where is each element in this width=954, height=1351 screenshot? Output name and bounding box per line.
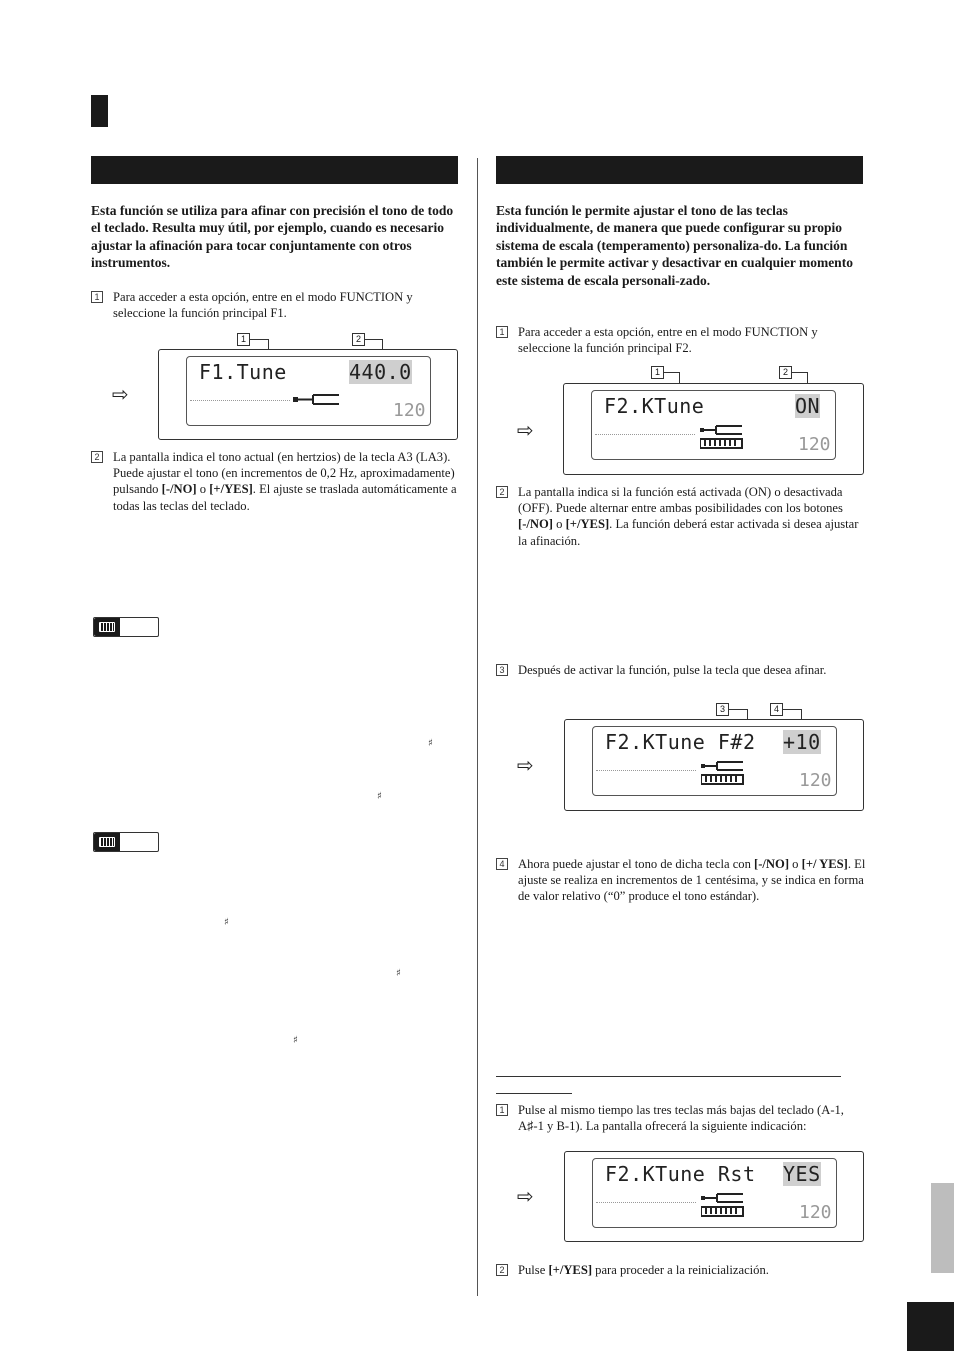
lcd3-callout-3: 3 [716, 703, 729, 716]
reset-section-rule [496, 1076, 841, 1077]
lcd3-value: +10 [783, 730, 821, 754]
right-step2-text: La pantalla indica si la función está activada (ON) o desactivada (OFF). Puede alternar entre ambas posibilidades con los botones [-/NO] o [+/YES]. La función deberá estar activada si desea ajustar la afinación. [518, 485, 859, 548]
right-step2-number: 2 [496, 486, 508, 498]
page-corner-marker [91, 95, 108, 127]
lcd3-leader-3-h [729, 709, 748, 710]
lcd1-tuning-fork-icon [293, 393, 343, 407]
side-tab [931, 1183, 954, 1273]
lcd4-tuning-fork-icon [701, 1193, 745, 1219]
sharp-glyph-3: ♯ [224, 917, 229, 928]
lcd4-screen [592, 1158, 837, 1228]
lcd2-leader-2-h [792, 372, 808, 373]
right-section-header-bar [496, 156, 863, 184]
lcd3-pointer-arrow-icon: ⇨ [517, 753, 534, 777]
yes-button-ref: [+/YES] [548, 1263, 593, 1277]
lcd4-value: YES [783, 1162, 821, 1186]
right-intro: Esta función le permite ajustar el tono de las teclas individualmente, de manera que puede configurar su propio sistema de escala (temperamento) personaliza-do. La función también le permite activar y desactivar en cualquier momento este sistema de escala personali-zado. [496, 203, 853, 288]
sharp-glyph-4: ♯ [396, 968, 401, 979]
left-step1-number: 1 [91, 291, 103, 303]
yes-button-ref: [+/YES] [565, 517, 610, 532]
lcd1-tempo: 120 [393, 400, 426, 421]
lcd2-pointer-arrow-icon: ⇨ [517, 418, 534, 442]
lcd2-label: F2.KTune [604, 394, 705, 418]
lcd1-leader-1-h [250, 339, 269, 340]
lcd2-tuning-fork-icon [700, 425, 744, 451]
reset-step1-number: 1 [496, 1104, 508, 1116]
sharp-glyph-1: ♯ [428, 738, 433, 749]
lcd1-label: F1.Tune [199, 360, 287, 384]
right-step3-text: Después de activar la función, pulse la tecla que desea afinar. [518, 663, 827, 677]
note-keyboard-icon [93, 617, 159, 637]
lcd2-leader-1-h [664, 372, 680, 373]
lcd2-dotted-line [595, 434, 695, 435]
lcd1-screen [186, 356, 431, 426]
lcd3-callout-4: 4 [770, 703, 783, 716]
no-button-ref: [-/NO] [518, 517, 553, 532]
right-step1-text: Para acceder a esta opción, entre en el modo FUNCTION y seleccione la función principal F2. [518, 325, 818, 356]
sharp-glyph-5: ♯ [293, 1035, 298, 1046]
lcd1-pointer-arrow-icon: ⇨ [112, 382, 129, 406]
lcd2-screen [591, 390, 836, 460]
lcd2-tempo: 120 [798, 434, 831, 455]
right-step3-number: 3 [496, 664, 508, 676]
lcd4-label: F2.KTune Rst [605, 1162, 769, 1186]
right-step4-number: 4 [496, 858, 508, 870]
lcd1-dotted-line [190, 400, 290, 401]
lcd1-leader-2-h [365, 339, 383, 340]
lcd1-callout-1: 1 [237, 333, 250, 346]
lcd4-display-frame [564, 1151, 864, 1242]
lcd4-pointer-arrow-icon: ⇨ [517, 1184, 534, 1208]
lcd4-dotted-line [596, 1202, 696, 1203]
lcd3-dotted-line [596, 770, 696, 771]
lcd3-leader-4-h [783, 709, 802, 710]
left-section-header-bar [91, 156, 458, 184]
lcd3-display-frame [564, 719, 864, 811]
right-step4-text: Ahora puede ajustar el tono de dicha tecla con [-/NO] o [+/ YES]. El ajuste se realiza en incrementos de 1 centésima, y se indica en forma de valor relativo (“0” produce el tono estándar). [518, 857, 866, 904]
sharp-glyph-2: ♯ [377, 791, 382, 802]
reset-step2-number: 2 [496, 1264, 508, 1276]
lcd1-display-frame [158, 349, 458, 440]
left-step1-text: Para acceder a esta opción, entre en el modo FUNCTION y seleccione la función principal F1. [113, 290, 413, 321]
note-keyboard-icon-2 [93, 832, 159, 852]
lcd3-label: F2.KTune F#2 [605, 730, 769, 754]
reset-subheading-underline [496, 1093, 572, 1094]
lcd2-callout-2: 2 [779, 366, 792, 379]
reset-step1-text: Pulse al mismo tiempo las tres teclas más bajas del teclado (A-1, A♯-1 y B-1). La pantalla ofrecerá la siguiente indicación: [518, 1103, 844, 1134]
lcd3-tuning-fork-icon [701, 761, 745, 787]
no-button-ref: [-/NO] [754, 857, 790, 871]
yes-button-ref: [+/ YES] [801, 857, 848, 871]
page-number-block [907, 1302, 954, 1351]
lcd1-value: 440.0 [349, 360, 412, 384]
left-intro: Esta función se utiliza para afinar con precisión el tono de todo el teclado. Resulta muy útil, por ejemplo, cuando es necesario ajustar la afinación para tocar conjuntamente con otros instrumentos. [91, 203, 454, 271]
lcd1-callout-2: 2 [352, 333, 365, 346]
lcd2-value: ON [795, 394, 821, 418]
left-step2-number: 2 [91, 451, 103, 463]
lcd4-tempo: 120 [799, 1202, 832, 1223]
reset-step2-text: Pulse [+/YES] para proceder a la reinicialización. [518, 1263, 769, 1277]
left-step2-text: La pantalla indica el tono actual (en hertzios) de la tecla A3 (LA3). Puede ajustar el tono (en incrementos de 0,2 Hz, aproximadamente) pulsando [-/NO] o [+/YES]. El ajuste se traslada automáticamente a todas las teclas del teclado. [113, 450, 457, 513]
lcd2-callout-1: 1 [651, 366, 664, 379]
yes-button-ref: [+/YES] [209, 482, 253, 497]
lcd3-tempo: 120 [799, 770, 832, 791]
column-divider [477, 158, 478, 1296]
lcd3-screen [592, 726, 837, 796]
lcd2-display-frame [563, 383, 864, 475]
no-button-ref: [-/NO] [161, 482, 197, 497]
right-step1-number: 1 [496, 326, 508, 338]
